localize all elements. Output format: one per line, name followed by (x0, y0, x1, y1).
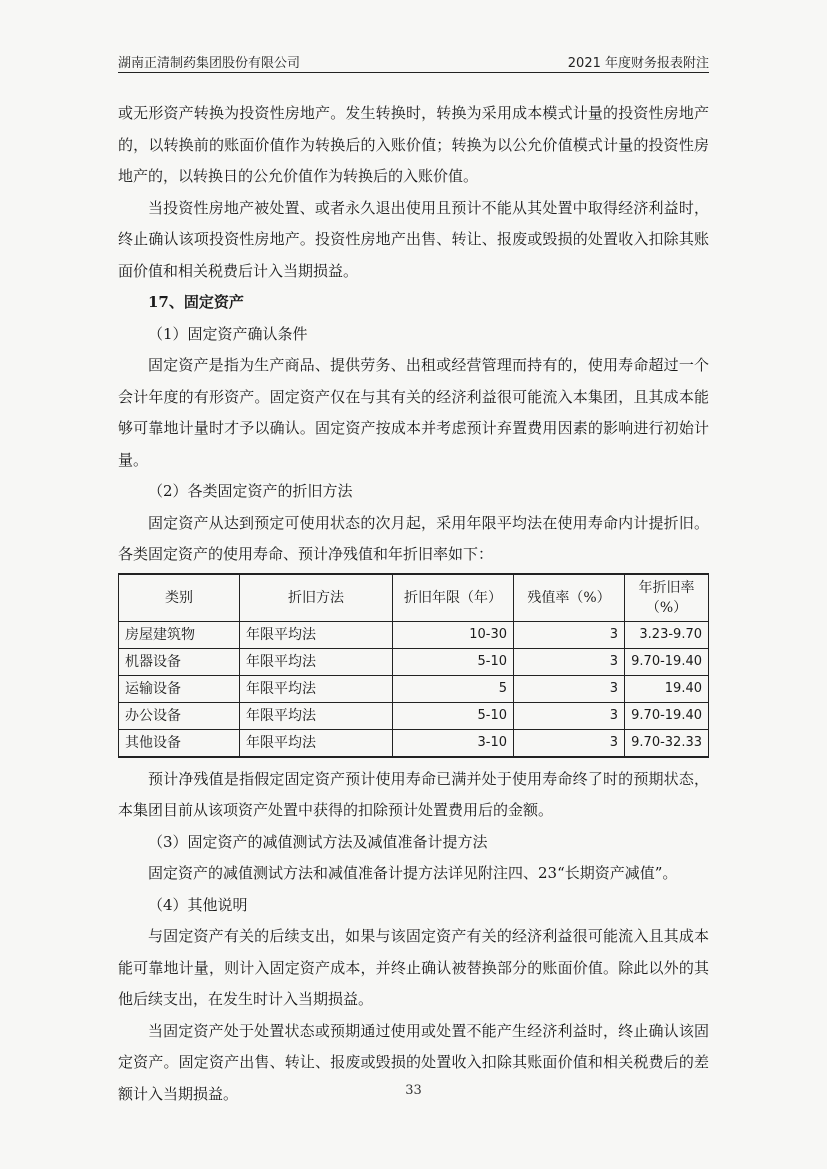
column-header: 年折旧率（%） (625, 574, 709, 622)
table-cell: 3-10 (393, 729, 514, 757)
table-cell: 年限平均法 (240, 621, 393, 648)
subsection-heading-3: （3）固定资产的减值测试方法及减值准备计提方法 (148, 832, 488, 851)
page-number: 33 (405, 1083, 422, 1098)
page-header (118, 50, 709, 73)
table-row (119, 702, 709, 729)
table-cell: 3.23-9.70 (625, 621, 709, 648)
subsection-heading-1: （1）固定资产确认条件 (148, 324, 308, 343)
page-content (118, 98, 709, 1110)
table-cell: 年限平均法 (240, 675, 393, 702)
table-cell: 房屋建筑物 (119, 621, 240, 648)
table-cell: 10-30 (393, 621, 514, 648)
table-cell: 机器设备 (119, 648, 240, 675)
section-heading-17: 17、固定资产 (148, 293, 244, 311)
table-cell: 5-10 (393, 648, 514, 675)
paragraph: 固定资产是指为生产商品、提供劳务、出租或经营管理而持有的，使用寿命超过一个会计年度的有形资产。固定资产仅在与其有关的经济利益很可能流入本集团，且其成本能够可靠地计量时才予以确认。固定资产按成本并考虑预计弃置费用因素的影响进行初始计量。 (118, 356, 709, 469)
table-cell: 3 (514, 648, 625, 675)
table-header-row (119, 574, 709, 622)
table-cell: 5-10 (393, 702, 514, 729)
subsection-heading-4: （4）其他说明 (148, 895, 248, 914)
table-cell: 5 (393, 675, 514, 702)
paragraph: 当固定资产处于处置状态或预期通过使用或处置不能产生经济利益时，终止确认该固定资产。固定资产出售、转让、报废或毁损的处置收入扣除其账面价值和相关税费后的差额计入当期损益。 (118, 1021, 709, 1103)
column-header: 折旧方法 (240, 574, 393, 622)
table-cell: 3 (514, 621, 625, 648)
company-name: 湖南正清制药集团股份有限公司 (118, 56, 301, 71)
paragraph: 预计净残值是指假定固定资产预计使用寿命已满并处于使用寿命终了时的预期状态，本集团目前从该项资产处置中获得的扣除预计处置费用后的金额。 (118, 769, 709, 819)
table-cell: 年限平均法 (240, 648, 393, 675)
table-cell: 3 (514, 729, 625, 757)
table-cell: 19.40 (625, 675, 709, 702)
table-cell: 3 (514, 702, 625, 729)
table-cell: 3 (514, 675, 625, 702)
table-cell: 其他设备 (119, 729, 240, 757)
table-cell: 9.70-19.40 (625, 648, 709, 675)
column-header: 残值率（%） (514, 574, 625, 622)
column-header: 折旧年限（年） (393, 574, 514, 622)
table-cell: 9.70-19.40 (625, 702, 709, 729)
paragraph: 当投资性房地产被处置、或者永久退出使用且预计不能从其处置中取得经济利益时，终止确认该项投资性房地产。投资性房地产出售、转让、报废或毁损的处置收入扣除其账面价值和相关税费后计入当期损益。 (118, 198, 709, 280)
table-cell: 运输设备 (119, 675, 240, 702)
report-title: 2021 年度财务报表附注 (567, 56, 709, 71)
table-row (119, 729, 709, 757)
paragraph: 或无形资产转换为投资性房地产。发生转换时，转换为采用成本模式计量的投资性房地产的，以转换前的账面价值作为转换后的入账价值；转换为以公允价值模式计量的投资性房地产的，以转换日的公允价值作为转换后的入账价值。 (118, 104, 709, 185)
subsection-heading-2: （2）各类固定资产的折旧方法 (148, 482, 353, 500)
table-cell: 9.70-32.33 (625, 729, 709, 757)
table-row (119, 648, 709, 675)
paragraph: 与固定资产有关的后续支出，如果与该固定资产有关的经济利益很可能流入且其成本能可靠地计量，则计入固定资产成本，并终止确认被替换部分的账面价值。除此以外的其他后续支出，在发生时计入当期损益。 (118, 927, 709, 1008)
column-header: 类别 (119, 574, 240, 622)
table-cell: 年限平均法 (240, 729, 393, 757)
paragraph: 固定资产的减值测试方法和减值准备计提方法详见附注四、23“长期资产减值”。 (148, 864, 678, 882)
paragraph: 固定资产从达到预定可使用状态的次月起，采用年限平均法在使用寿命内计提折旧。各类固定资产的使用寿命、预计净残值和年折旧率如下： (118, 513, 709, 563)
depreciation-table (118, 573, 709, 758)
table-row (119, 675, 709, 702)
table-cell: 办公设备 (119, 702, 240, 729)
table-row (119, 621, 709, 648)
table-cell: 年限平均法 (240, 702, 393, 729)
